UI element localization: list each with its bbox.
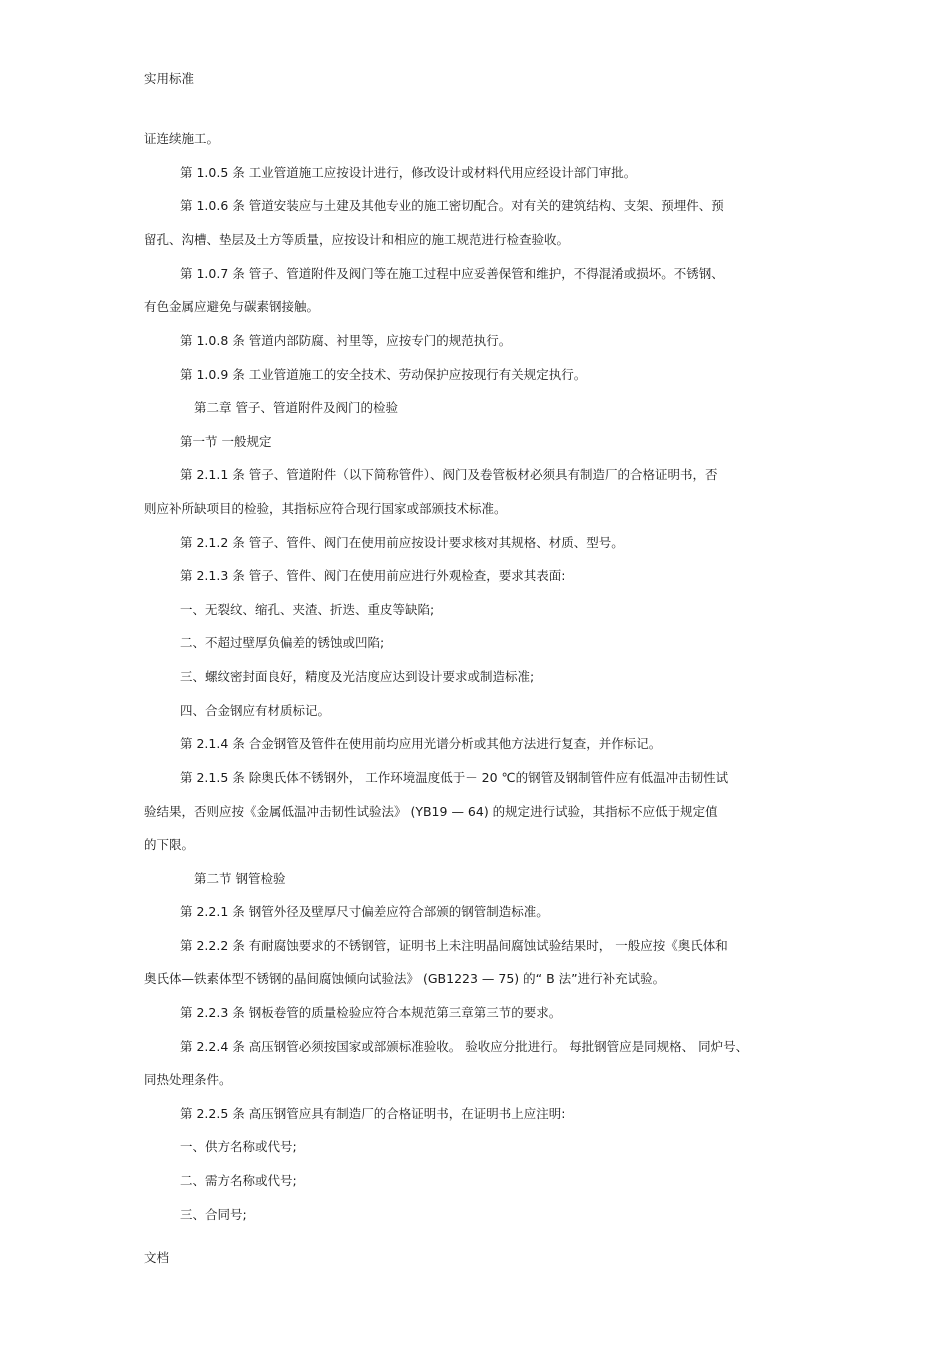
- text-line: 的下限。: [144, 837, 195, 852]
- text-line: 第 1.0.6 条 管道安装应与土建及其他专业的施工密切配合。对有关的建筑结构、支架、预埋件、预: [180, 198, 724, 213]
- text-line: 第 1.0.8 条 管道内部防腐、衬里等，应按专门的规范执行。: [180, 333, 512, 348]
- text-line: 第 2.1.5 条 除奥氏体不锈钢外， 工作环境温度低于－ 20 ℃的钢管及钢制管件应有低温冲击韧性试: [180, 770, 729, 785]
- list-item: 二、不超过壁厚负偏差的锈蚀或凹陷;: [180, 635, 385, 650]
- chapter-heading: 第二章 管子、管道附件及阀门的检验: [194, 400, 398, 415]
- list-item: 四、合金钢应有材质标记。: [180, 703, 331, 718]
- list-item: 二、需方名称或代号;: [180, 1173, 297, 1188]
- page-footer: 文档: [144, 1250, 170, 1265]
- text-line: 验结果，否则应按《金属低温冲击韧性试验法》 (YB19 — 64) 的规定进行试验，其指标不应低于规定值: [144, 804, 718, 819]
- text-line: 第 2.1.2 条 管子、管件、阀门在使用前应按设计要求核对其规格、材质、型号。: [180, 535, 624, 550]
- text-line: 第 1.0.5 条 工业管道施工应按设计进行，修改设计或材料代用应经设计部门审批。: [180, 165, 637, 180]
- text-line: 第 2.1.4 条 合金钢管及管件在使用前均应用光谱分析或其他方法进行复查，并作标记。: [180, 736, 662, 751]
- text-line: 同热处理条件。: [144, 1072, 232, 1087]
- text-line: 第 1.0.9 条 工业管道施工的安全技术、劳动保护应按现行有关规定执行。: [180, 367, 587, 382]
- text-line: 第 2.2.1 条 钢管外径及壁厚尺寸偏差应符合部颁的钢管制造标准。: [180, 904, 549, 919]
- text-line: 有色金属应避免与碳素钢接触。: [144, 299, 320, 314]
- text-line: 第 2.2.5 条 高压钢管应具有制造厂的合格证明书，在证明书上应注明:: [180, 1106, 566, 1121]
- list-item: 三、合同号;: [180, 1207, 247, 1222]
- text-line: 证连续施工。: [144, 131, 220, 146]
- list-item: 一、无裂纹、缩孔、夹渣、折迭、重皮等缺陷;: [180, 602, 435, 617]
- text-line: 第 2.1.1 条 管子、管道附件（以下简称管件）、阀门及卷管板材必须具有制造厂的合格证明书，否: [180, 467, 718, 482]
- text-line: 第 2.2.4 条 高压钢管必须按国家或部颁标准验收。 验收应分批进行。 每批钢管应是同规格、 同炉号、: [180, 1039, 749, 1054]
- list-item: 三、螺纹密封面良好，精度及光洁度应达到设计要求或制造标准;: [180, 669, 535, 684]
- text-line: 第 2.1.3 条 管子、管件、阀门在使用前应进行外观检查，要求其表面:: [180, 568, 566, 583]
- text-line: 奥氏体—铁素体型不锈钢的晶间腐蚀倾向试验法》 (GB1223 — 75) 的“ B 法”进行补充试验。: [144, 971, 666, 986]
- page-header: 实用标准: [144, 71, 195, 86]
- text-line: 留孔、沟槽、垫层及土方等质量，应按设计和相应的施工规范进行检查验收。: [144, 232, 570, 247]
- text-line: 第 2.2.3 条 钢板卷管的质量检验应符合本规范第三章第三节的要求。: [180, 1005, 562, 1020]
- text-line: 第 2.2.2 条 有耐腐蚀要求的不锈钢管，证明书上未注明晶间腐蚀试验结果时， 一般应按《奥氏体和: [180, 938, 728, 953]
- list-item: 一、供方名称或代号;: [180, 1139, 297, 1154]
- section-heading: 第二节 钢管检验: [194, 871, 286, 886]
- text-line: 则应补所缺项目的检验，其指标应符合现行国家或部颁技术标准。: [144, 501, 507, 516]
- text-line: 第 1.0.7 条 管子、管道附件及阀门等在施工过程中应妥善保管和维护，不得混淆或损坏。不锈钢、: [180, 266, 724, 281]
- section-heading: 第一节 一般规定: [180, 434, 272, 449]
